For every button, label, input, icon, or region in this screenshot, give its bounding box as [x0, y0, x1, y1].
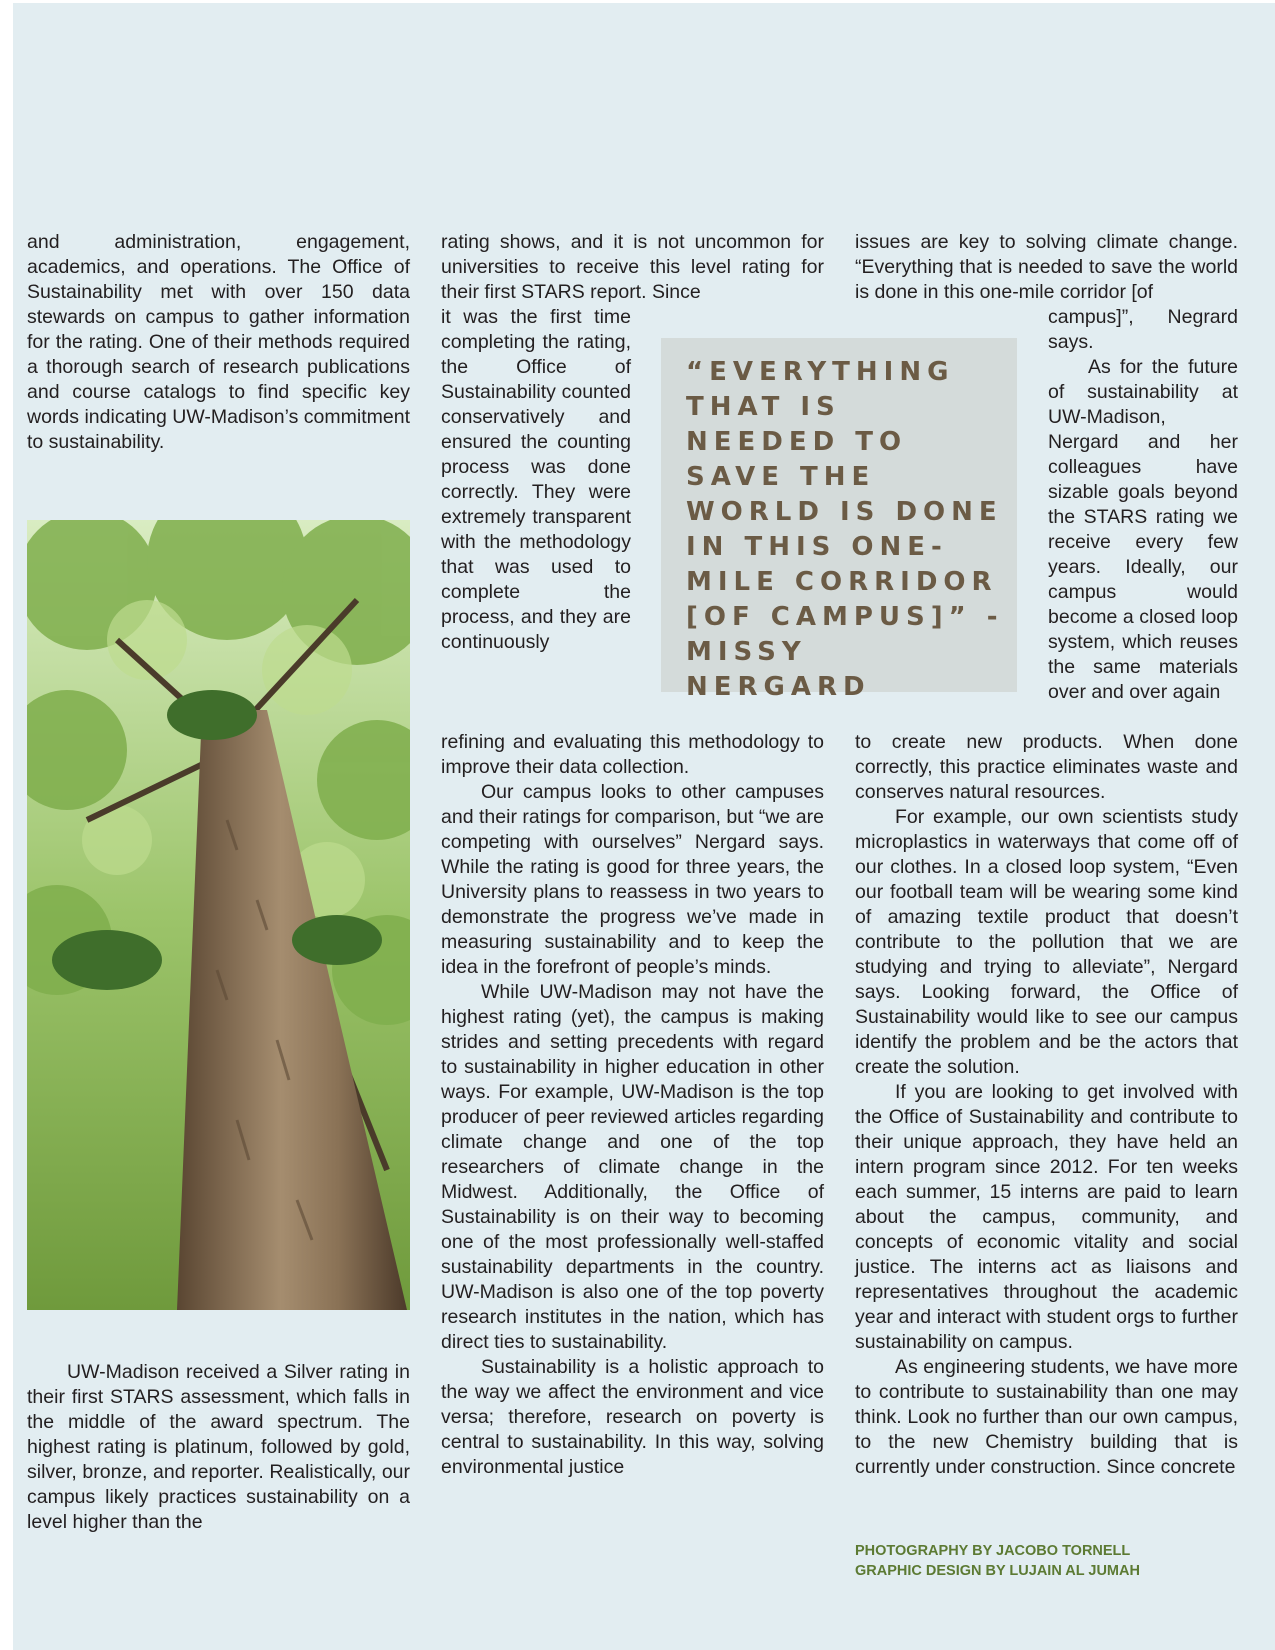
column2-paragraph: refining and evaluating this methodology to improve their data collection. [441, 731, 824, 778]
column2-paragraph: rating shows, and it is not uncommon for universities to receive this level rating for their first STARS report. Since [441, 231, 824, 303]
tree-photo-svg [27, 520, 410, 1310]
column2-paragraph: it was the first time completing the rating, the Office of Sustainability counted conservatively and ensured the counting process was done correctly. They were extremely transparent with the methodology that was used to complete the process, and they are continuously [441, 306, 631, 653]
column2-narrow-text [441, 305, 631, 655]
column2-top-text [441, 230, 824, 305]
column1-paragraph: and administration, engagement, academics, and operations. The Office of Sustainability met with over 150 data stewards on campus to gather information for the rating. One of their methods required a thorough search of research publications and course catalogs to find specific key words indicating UW-Madison’s commitment to sustainability. [27, 231, 410, 453]
column2-main-text [441, 730, 824, 1480]
tree-photo-icon [27, 520, 410, 1310]
column3-paragraph: to create new products. When done correctly, this practice eliminates waste and conserves natural resources. [855, 731, 1238, 803]
column2-paragraph: While UW-Madison may not have the highest rating (yet), the campus is making strides and setting precedents with regard to sustainability in higher education in other ways. For example, UW-Madison is the top producer of peer reviewed articles regarding climate change and one of the top researchers of climate change in the Midwest. Additionally, the Office of Sustainability is on their way to becoming one of the most professionally well-staffed sustainability departments in the country. UW-Madison is also one of the top poverty research institutes in the nation, which has direct ties to sustainability. [441, 981, 824, 1353]
column3-top-text [855, 230, 1238, 305]
column3-paragraph: If you are looking to get involved with the Office of Sustainability and contribute to their unique approach, they have held an intern program since 2012. For ten weeks each summer, 15 interns are paid to learn about the campus, community, and concepts of economic vitality and social justice. The interns act as liaisons and representatives throughout the academic year and interact with student orgs to further sustainability on campus. [855, 1081, 1238, 1353]
column1-bottom-text [27, 1360, 410, 1535]
column3-paragraph: As for the future of sustainability at UW-Madison, Nergard and her colleagues have sizable goals beyond the STARS rating we receive every few years. Ideally, our campus would become a closed loop system, which reuses the same materials over and over again [1048, 356, 1238, 703]
column1-top-text [27, 230, 410, 455]
column2-paragraph: Our campus looks to other campuses and their ratings for comparison, but “we are competing with ourselves” Nergard says. While the rating is good for three years, the University plans to reassess in two years to demonstrate the progress we’ve made in measuring sustainability and to keep the idea in the forefront of people’s minds. [441, 781, 824, 978]
design-credit: GRAPHIC DESIGN BY LUJAIN AL JUMAH [855, 1563, 1140, 1579]
column3-narrow-text [1048, 305, 1238, 705]
column3-paragraph: As engineering students, we have more to contribute to sustainability than one may think. Look no further than our own campus, to the new Chemistry building that is currently under construction. Since concrete [855, 1356, 1238, 1478]
column1-paragraph: UW-Madison received a Silver rating in their first STARS assessment, which falls in the middle of the award spectrum. The highest rating is platinum, followed by gold, silver, bronze, and reporter. Realistically, our campus likely practices sustainability on a level higher than the [27, 1361, 410, 1533]
column3-paragraph: issues are key to solving climate change. “Everything that is needed to save the world is done in this one-mile corridor [of [855, 231, 1238, 303]
column3-main-text [855, 730, 1238, 1480]
photo-credit: PHOTOGRAPHY BY JACOBO TORNELL [855, 1543, 1131, 1559]
column2-paragraph: Sustainability is a holistic approach to the way we affect the environment and vice versa; therefore, research on poverty is central to sustainability. In this way, solving environmental justice [441, 1356, 824, 1478]
pull-quote: “EVERYTHING THAT IS NEEDED TO SAVE THE WORLD IS DONE IN THIS ONE-MILE CORRIDOR [OF CAMPUS]” -MISSY NERGARD [686, 357, 1004, 702]
column3-paragraph: campus]”, Negrard says. [1048, 306, 1238, 353]
column3-paragraph: For example, our own scientists study microplastics in waterways that come off of our clothes. In a closed loop system, “Even our football team will be wearing some kind of amazing textile product that doesn’t contribute to the pollution that we are studying and trying to alleviate”, Nergard says. Looking forward, the Office of Sustainability would like to see our campus identify the problem and be the actors that create the solution. [855, 806, 1238, 1078]
